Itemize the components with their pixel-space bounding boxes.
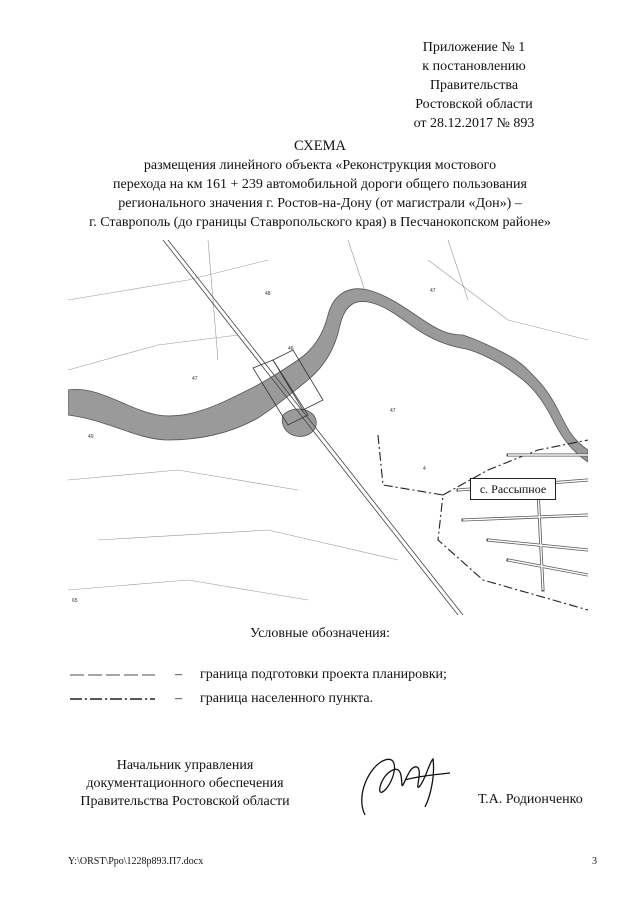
title-line: перехода на км 161 + 239 автомобильной дороги общего пользования xyxy=(113,177,527,192)
appendix-line: Приложение № 1 xyxy=(422,40,526,55)
signer-line: Начальник управления xyxy=(116,758,254,773)
appendix-line: Ростовской области xyxy=(415,97,533,112)
legend-dash: – xyxy=(175,667,182,682)
map-drawing xyxy=(68,240,588,615)
title-heading: СХЕМА xyxy=(294,138,346,154)
parcel-label: 65 xyxy=(72,598,78,604)
parcel-label: 46 xyxy=(288,346,294,352)
signer-line: Правительства Ростовской области xyxy=(80,794,290,809)
signer-name: Т.А. Родионченко xyxy=(478,792,583,807)
appendix-line: к постановлению xyxy=(422,59,526,74)
river xyxy=(68,289,588,462)
appendix-line: Правительства xyxy=(429,78,519,93)
settlement-boundary xyxy=(378,435,588,610)
parcel-label: 47 xyxy=(390,408,396,414)
appendix-line: от 28.12.2017 № 893 xyxy=(413,116,535,131)
handwritten-signature xyxy=(345,745,455,825)
legend-text: граница подготовки проекта планировки; xyxy=(200,667,447,682)
page-number: 3 xyxy=(592,856,597,867)
document-file-path: Y:\ORST\Ppo\1228p893.П7.docx xyxy=(68,856,204,867)
parcel-label: 48 xyxy=(265,291,271,297)
title-line: размещения линейного объекта «Реконструкция мостового xyxy=(143,158,497,173)
legend-line-long-dash xyxy=(70,673,155,677)
title-line: г. Ставрополь (до границы Ставропольского края) в Песчанокопском районе» xyxy=(89,215,551,230)
document-title xyxy=(40,137,600,232)
location-map xyxy=(68,240,588,615)
legend-line-dash-dot xyxy=(70,697,155,701)
parcel-label: 49 xyxy=(88,434,94,440)
parcel-label: 47 xyxy=(430,288,436,294)
legend-text: граница населенного пункта. xyxy=(200,691,374,706)
signer-position xyxy=(60,757,310,811)
legend-title: Условные обозначения: xyxy=(249,626,391,641)
signer-line: документационного обеспечения xyxy=(86,776,284,791)
parcel-label: 4 xyxy=(423,466,426,472)
appendix-header xyxy=(384,38,564,133)
title-line: регионального значения г. Ростов-на-Дону (от магистрали «Дон») – xyxy=(118,196,522,211)
settlement-label: с. Рассыпное xyxy=(470,478,556,500)
legend-dash: – xyxy=(175,691,182,706)
parcel-label: 47 xyxy=(192,376,198,382)
